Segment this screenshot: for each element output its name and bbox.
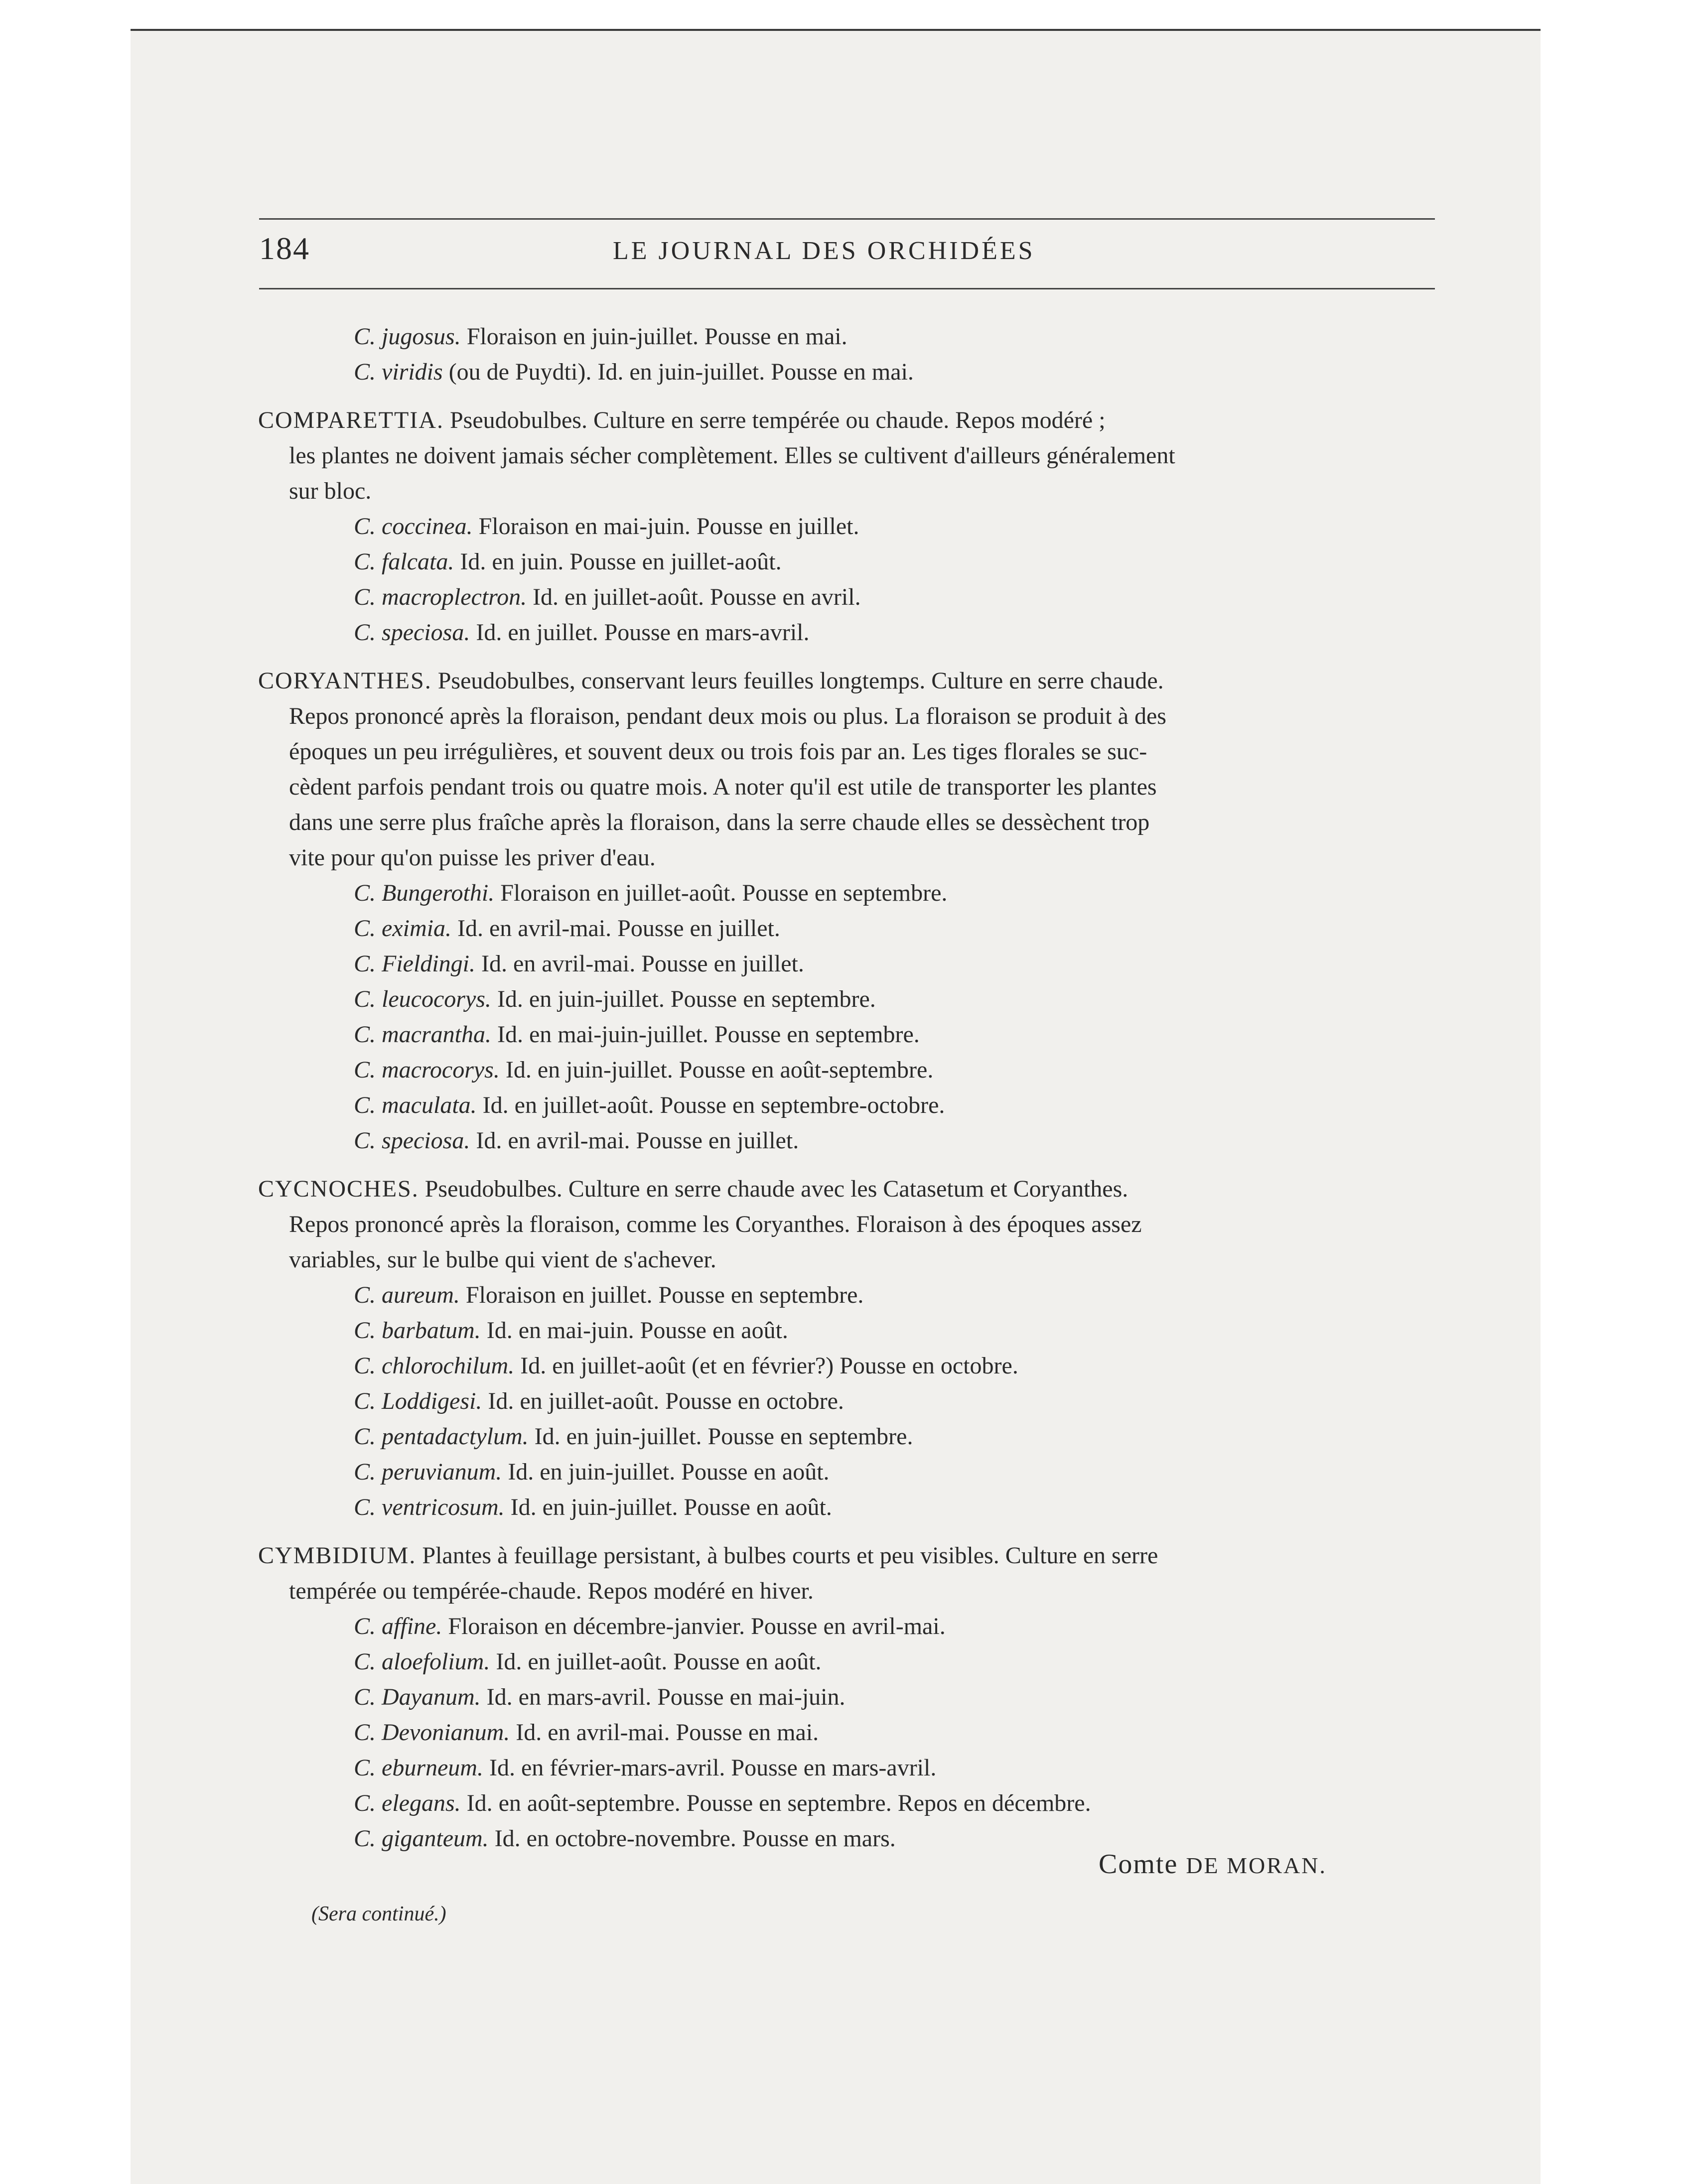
species-name: C. aureum. <box>354 1282 460 1308</box>
species-entry <box>258 319 1439 354</box>
species-name: C. jugosus. <box>354 323 461 350</box>
species-details: Id. en avril-mai. Pousse en juillet. <box>475 951 804 977</box>
species-entry <box>258 1277 1439 1313</box>
genus-cycnoches <box>258 1171 1439 1525</box>
author-title: Comte <box>1099 1849 1186 1880</box>
species-name: C. Devonianum. <box>354 1719 510 1746</box>
genus-description: Pseudobulbes, conservant leurs feuilles longtemps. Culture en serre chaude. <box>431 668 1164 694</box>
species-name: C. giganteum. <box>354 1825 489 1852</box>
species-entry <box>258 1348 1439 1383</box>
species-name: C. elegans. <box>354 1790 461 1816</box>
species-name: C. falcata. <box>354 548 454 575</box>
species-name: C. leucocorys. <box>354 986 491 1012</box>
species-entry <box>258 1679 1439 1715</box>
species-name: C. macroplectron. <box>354 584 527 610</box>
species-entry <box>258 1017 1439 1052</box>
genus-name: COMPARETTIA. <box>258 407 444 433</box>
genus-description: époques un peu irrégulières, et souvent deux ou trois fois par an. Les tiges florales se suc- <box>289 738 1147 765</box>
article-body <box>258 319 1439 1856</box>
species-entry <box>258 946 1439 981</box>
species-entry <box>258 911 1439 946</box>
species-details: Id. en juin-juillet. Pousse en septembre. <box>491 986 876 1012</box>
genus-description: Repos prononcé après la floraison, comme les Coryanthes. Floraison à des époques assez <box>289 1211 1142 1237</box>
species-details: Id. en mai-juin-juillet. Pousse en septembre. <box>491 1021 920 1048</box>
species-entry <box>258 1052 1439 1088</box>
species-details: (ou de Puydti). Id. en juin-juillet. Pousse en mai. <box>442 359 914 385</box>
species-details: Floraison en juillet. Pousse en septembre. <box>459 1282 864 1308</box>
species-name: C. Bungerothi. <box>354 880 495 906</box>
species-entry <box>258 1088 1439 1123</box>
species-details: Id. en juin-juillet. Pousse en août-septembre. <box>499 1057 934 1083</box>
species-entry <box>258 509 1439 544</box>
species-name: C. macrocorys. <box>354 1057 500 1083</box>
author-name: DE MORAN. <box>1186 1853 1327 1878</box>
species-entry <box>258 544 1439 579</box>
species-entry <box>258 875 1439 911</box>
species-details: Id. en juillet-août. Pousse en octobre. <box>482 1388 844 1414</box>
species-entry <box>258 579 1439 615</box>
genus-name: CYMBIDIUM. <box>258 1542 417 1569</box>
species-name: C. pentadactylum. <box>354 1423 529 1450</box>
species-details: Id. en juillet-août. Pousse en septembre-octobre. <box>476 1092 945 1118</box>
header-rule-bottom <box>259 288 1435 289</box>
species-entry <box>258 1454 1439 1490</box>
genus-description: Repos prononcé après la floraison, pendant deux mois ou plus. La floraison se produit à des <box>289 703 1166 729</box>
genus-description: Plantes à feuillage persistant, à bulbes courts et peu visibles. Culture en serre <box>416 1542 1158 1569</box>
species-details: Floraison en mai-juin. Pousse en juillet. <box>472 513 859 540</box>
species-details: Id. en juin-juillet. Pousse en septembre. <box>528 1423 913 1450</box>
genus-description: Pseudobulbes. Culture en serre tempérée ou chaude. Repos modéré ; <box>443 407 1106 433</box>
species-name: C. speciosa. <box>354 619 470 646</box>
species-name: C. chlorochilum. <box>354 1353 515 1379</box>
species-details: Id. en avril-mai. Pousse en mai. <box>510 1719 819 1746</box>
genus-description: cèdent parfois pendant trois ou quatre mois. A noter qu'il est utile de transporter les plantes <box>289 774 1157 800</box>
genus-comparettia <box>258 403 1439 650</box>
species-details: Id. en juillet-août. Pousse en août. <box>490 1648 822 1675</box>
species-entry <box>258 1715 1439 1750</box>
species-details: Id. en juillet-août. Pousse en avril. <box>527 584 861 610</box>
author-signature <box>1099 1848 1327 1880</box>
genus-coryanthes <box>258 663 1439 1158</box>
species-name: C. Loddigesi. <box>354 1388 482 1414</box>
species-entry <box>258 1490 1439 1525</box>
species-name: C. coccinea. <box>354 513 473 540</box>
species-entry <box>258 1419 1439 1454</box>
species-details: Id. en octobre-novembre. Pousse en mars. <box>488 1825 896 1852</box>
species-name: C. eburneum. <box>354 1755 483 1781</box>
species-entry <box>258 1383 1439 1419</box>
genus-description: les plantes ne doivent jamais sécher complètement. Elles se cultivent d'ailleurs généralement <box>289 442 1175 469</box>
genus-name: CYCNOCHES. <box>258 1176 419 1202</box>
species-entry <box>258 1609 1439 1644</box>
species-entry <box>258 1313 1439 1348</box>
species-entry <box>258 1785 1439 1821</box>
species-name: C. peruvianum. <box>354 1459 502 1485</box>
genus-description: tempérée ou tempérée-chaude. Repos modéré en hiver. <box>289 1578 814 1604</box>
genus-description: dans une serre plus fraîche après la floraison, dans la serre chaude elles se dessèchent trop <box>289 809 1150 835</box>
species-entry <box>258 981 1439 1017</box>
genus-description: sur bloc. <box>289 478 372 504</box>
header-rule-top <box>259 218 1435 220</box>
species-entry <box>258 1750 1439 1785</box>
species-name: C. viridis <box>354 359 443 385</box>
species-details: Id. en avril-mai. Pousse en juillet. <box>451 915 780 942</box>
genus-name: CORYANTHES. <box>258 668 432 694</box>
scan-margin <box>0 0 131 2184</box>
species-name: C. ventricosum. <box>354 1494 505 1520</box>
genus-description: variables, sur le bulbe qui vient de s'achever. <box>289 1246 716 1273</box>
species-name: C. eximia. <box>354 915 451 942</box>
species-entry <box>258 1123 1439 1158</box>
species-name: C. maculata. <box>354 1092 477 1118</box>
species-details: Id. en mars-avril. Pousse en mai-juin. <box>480 1684 845 1710</box>
genus-description: vite pour qu'on puisse les priver d'eau. <box>289 844 656 871</box>
species-details: Id. en juin-juillet. Pousse en août. <box>504 1494 832 1520</box>
species-details: Id. en juillet-août (et en février?) Pousse en octobre. <box>514 1353 1018 1379</box>
species-details: Floraison en juin-juillet. Pousse en mai. <box>460 323 847 350</box>
genus-cymbidium <box>258 1538 1439 1856</box>
species-details: Floraison en décembre-janvier. Pousse en avril-mai. <box>442 1613 946 1639</box>
species-name: C. aloefolium. <box>354 1648 490 1675</box>
species-name: C. affine. <box>354 1613 442 1639</box>
continued-note: (Sera continué.) <box>311 1903 446 1925</box>
species-name: C. speciosa. <box>354 1127 470 1154</box>
species-name: C. Dayanum. <box>354 1684 481 1710</box>
species-details: Id. en juin-juillet. Pousse en août. <box>502 1459 830 1485</box>
species-name: C. barbatum. <box>354 1317 481 1344</box>
species-name: C. macrantha. <box>354 1021 491 1048</box>
species-details: Id. en juillet. Pousse en mars-avril. <box>470 619 810 646</box>
species-entry <box>258 354 1439 390</box>
species-entry <box>258 1644 1439 1679</box>
running-title: LE JOURNAL DES ORCHIDÉES <box>613 237 1035 265</box>
species-details: Id. en juin. Pousse en juillet-août. <box>454 548 782 575</box>
species-details: Floraison en juillet-août. Pousse en septembre. <box>494 880 948 906</box>
genus-description: Pseudobulbes. Culture en serre chaude avec les Catasetum et Coryanthes. <box>419 1176 1128 1202</box>
species-details: Id. en août-septembre. Pousse en septembre. Repos en décembre. <box>460 1790 1091 1816</box>
page-number: 184 <box>259 231 310 266</box>
species-details: Id. en mai-juin. Pousse en août. <box>480 1317 788 1344</box>
species-entry <box>258 615 1439 650</box>
species-details: Id. en avril-mai. Pousse en juillet. <box>470 1127 799 1154</box>
species-name: C. Fieldingi. <box>354 951 475 977</box>
species-details: Id. en février-mars-avril. Pousse en mars-avril. <box>483 1755 937 1781</box>
